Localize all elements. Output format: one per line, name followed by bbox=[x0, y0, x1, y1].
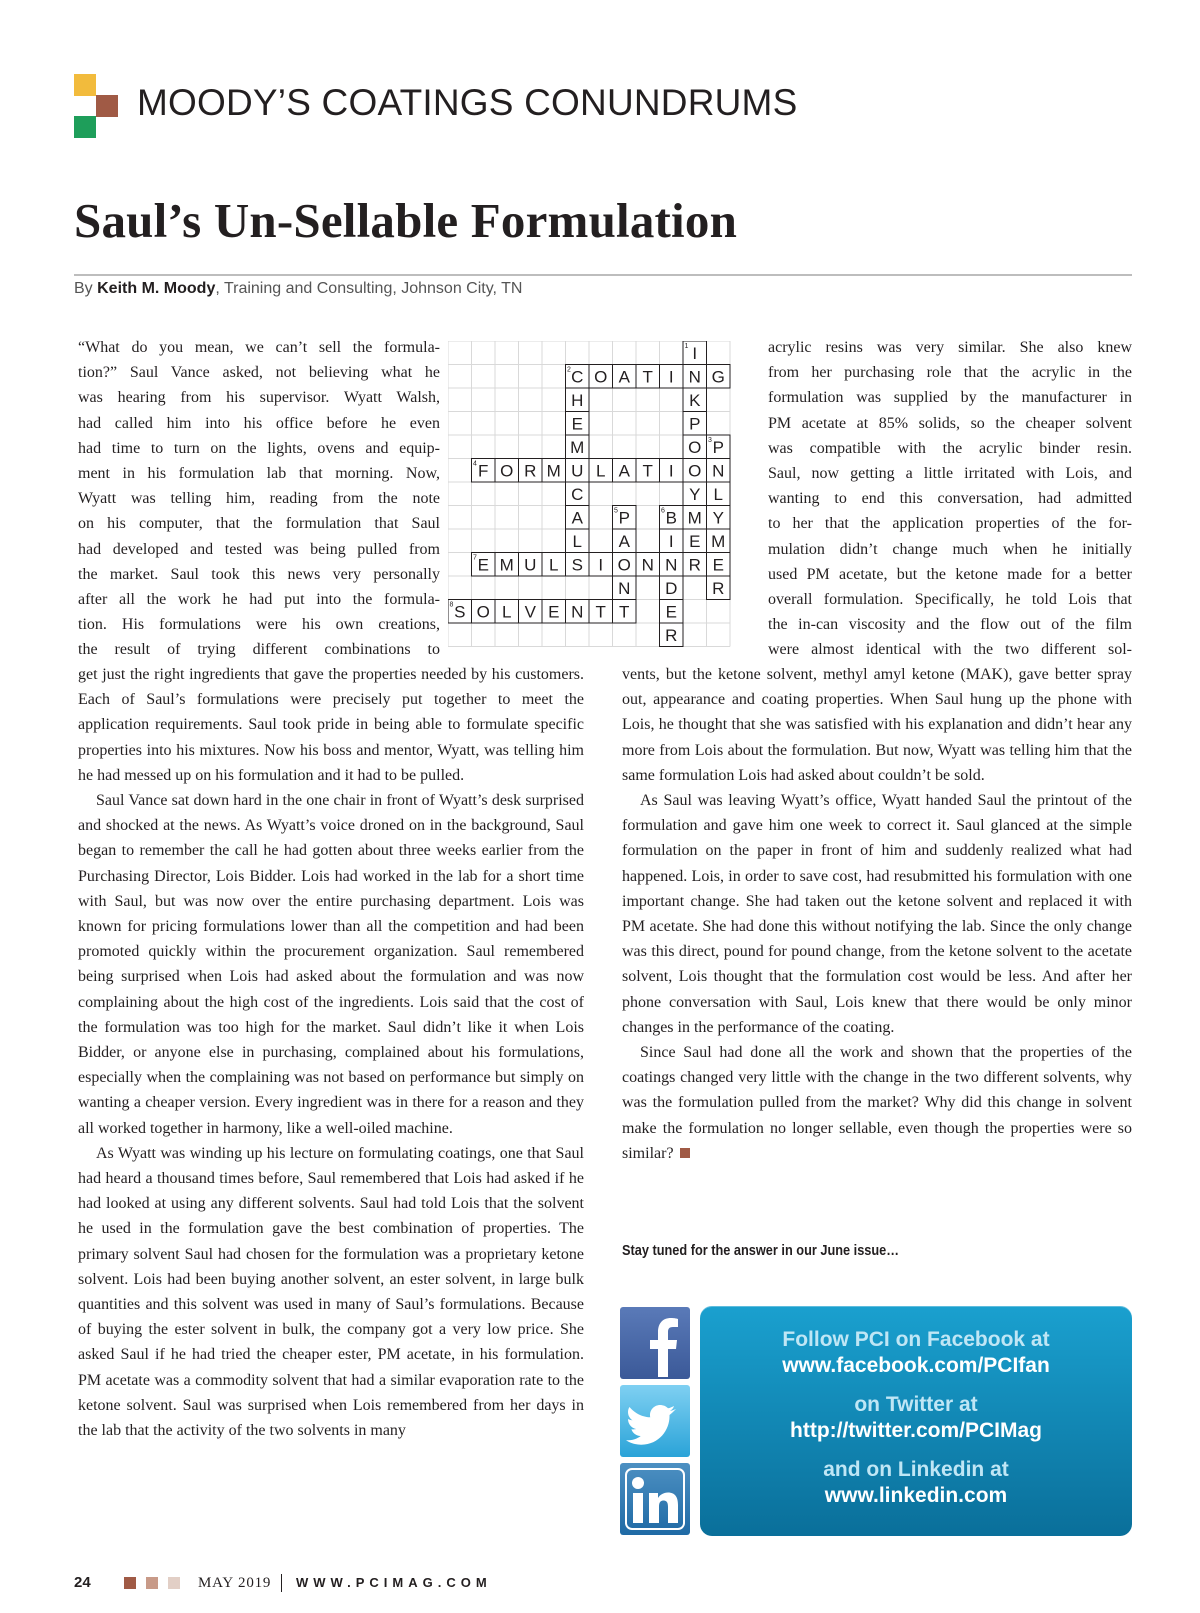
crossword-letter: E bbox=[665, 602, 677, 622]
crossword-letter: F bbox=[478, 461, 489, 481]
social-url[interactable]: www.linkedin.com bbox=[824, 1484, 1008, 1507]
crossword-letter: E bbox=[571, 414, 583, 434]
crossword-letter: N bbox=[641, 555, 654, 575]
crossword-letter: O bbox=[476, 602, 490, 622]
text-line: Wyatt was telling him, reading from the note bbox=[78, 490, 440, 508]
column-1-wrapped-lines bbox=[78, 335, 440, 663]
crossword-letter: G bbox=[711, 367, 725, 387]
social-url[interactable]: http://twitter.com/PCIMag bbox=[790, 1419, 1042, 1442]
crossword-letter: E bbox=[689, 531, 701, 551]
paragraph bbox=[622, 1040, 1132, 1166]
crossword-letter: C bbox=[571, 484, 584, 504]
crossword-letter: I bbox=[668, 531, 674, 551]
crossword-letter: Y bbox=[712, 508, 724, 528]
crossword-letter: C bbox=[571, 367, 584, 387]
crossword-clue-number: 8 bbox=[449, 601, 454, 609]
byline-author: Keith M. Moody bbox=[97, 280, 216, 297]
crossword-letter: M bbox=[711, 531, 726, 551]
text-line: to her that the application properties of the for- bbox=[768, 515, 1132, 533]
stay-tuned-note: Stay tuned for the answer in our June issue… bbox=[622, 1242, 900, 1259]
crossword-letter: E bbox=[712, 555, 724, 575]
crossword-letter: U bbox=[524, 555, 537, 575]
crossword-letter: L bbox=[549, 555, 559, 575]
crossword-letter: O bbox=[688, 437, 702, 457]
paragraph: vents, but the ketone solvent, methyl amyl ketone (MAK), gave better spray out, appearance and coating properties. When Saul hung up the phone with Lois, he thought that she was satisfied with his explanation and didn’t hear any more from Lois about the formulation. But now, Wyatt was telling him that the same formulation Lois had asked about couldn’t be sold. bbox=[622, 666, 1132, 784]
paragraph: As Wyatt was winding up his lecture on formulating coatings, one that Saul had heard a thousand times before, Saul remembered that Lois had asked if he had looked at using any different solvents. Saul had told Lois that the solvent he used in the formulation gave the best combination of properties. The primary solvent Saul had chosen for the formulation was a proprietary ketone solvent. Lois had been buying another solvent, an ester solvent, in large bulk quantities and this solvent was used in many of Saul’s formulations. Because of buying the ester solvent in bulk, the company got a very low price. She asked Saul if he had tried the cheaper ester, PM acetate, in his formulation. PM acetate was a commodity solvent that had a similar evaporation rate to the ketone solvent. Saul was surprised when Lois remembered from her days in the lab that the activity of the two solvents in many bbox=[78, 1144, 584, 1440]
title-divider bbox=[74, 274, 1132, 276]
crossword-letter: L bbox=[502, 602, 512, 622]
text-line: on his computer, that the formulation that Saul bbox=[78, 515, 440, 533]
text-line: mulation didn’t change much when he initially bbox=[768, 540, 1132, 558]
crossword-letter: D bbox=[665, 578, 678, 598]
section-title: MOODY’S COATINGS CONUNDRUMS bbox=[137, 82, 798, 123]
crossword-letter: T bbox=[642, 367, 653, 387]
crossword-letter: R bbox=[712, 578, 725, 598]
crossword-letter: A bbox=[618, 461, 630, 481]
column-2-wrapped-lines bbox=[768, 335, 1132, 663]
crossword-letter: K bbox=[689, 390, 701, 410]
crossword-letter: L bbox=[596, 461, 606, 481]
crossword-letter: I bbox=[598, 555, 604, 575]
text-line: was compatible with the acrylic binder resin. bbox=[768, 439, 1132, 457]
text-line: was hearing from his supervisor. Wyatt Walsh, bbox=[78, 389, 440, 407]
crossword-letter: I bbox=[668, 367, 674, 387]
crossword-letter: N bbox=[618, 578, 631, 598]
column-2-body bbox=[622, 662, 1132, 1166]
crossword-letter: O bbox=[688, 461, 702, 481]
crossword-letter: P bbox=[689, 414, 701, 434]
crossword-letter: N bbox=[665, 555, 678, 575]
crossword-letter: M bbox=[546, 461, 561, 481]
crossword-letter: V bbox=[524, 602, 536, 622]
social-label: on Twitter at bbox=[854, 1393, 978, 1416]
logo-square-green bbox=[74, 116, 96, 138]
paragraph-text: Since Saul had done all the work and shown that the properties of the coatings changed very little with the change in the two different solvents, why was the formulation pulled from the market? Why did this change in solvent make the formulation no longer sellable, even though the properties were so similar? bbox=[622, 1044, 1132, 1162]
crossword-letter: R bbox=[688, 555, 701, 575]
crossword-letter: S bbox=[454, 602, 466, 622]
byline bbox=[74, 280, 522, 298]
text-line: acrylic resins was very similar. She also knew bbox=[768, 339, 1132, 356]
text-line: the result of trying different combinations to bbox=[78, 641, 440, 659]
text-line: tion. His formulations were his own creations, bbox=[78, 616, 440, 634]
paragraph: As Saul was leaving Wyatt’s office, Wyatt handed Saul the printout of the formulation and gave him one week to correct it. Saul glanced at the simple formulation on the paper in front of him and suddenly realized what had happened. Lois, in order to save cost, had resubmitted his formulation with one important change. She had taken out the ketone solvent and replaced it with PM acetate. She had done this without notifying the lab. Since the only change was this direct, pound for pound change, from the ketone solvent to the acetate solvent, Lois thought that the formulation cost would be less. And after her phone conversation with Saul, Lois knew that there would be only minor changes in the performance of the coating. bbox=[622, 792, 1132, 1036]
facebook-icon[interactable] bbox=[620, 1307, 690, 1379]
logo-square-yellow bbox=[74, 74, 96, 96]
crossword-letter: A bbox=[618, 367, 630, 387]
crossword-letter: E bbox=[548, 602, 560, 622]
text-line: used PM acetate, but the ketone made for a better bbox=[768, 565, 1132, 583]
crossword-letter: I bbox=[692, 343, 698, 363]
text-line: PM acetate at 85% solids, so the cheaper solvent bbox=[768, 414, 1132, 432]
crossword-letter: L bbox=[572, 531, 582, 551]
end-mark bbox=[680, 1148, 690, 1158]
crossword-letter: E bbox=[477, 555, 489, 575]
crossword-letter: M bbox=[499, 555, 514, 575]
page-number: 24 bbox=[74, 1574, 91, 1591]
issue-date: MAY 2019 bbox=[198, 1575, 272, 1591]
text-line: overall formulation. Specifically, he told Lois that bbox=[768, 591, 1132, 609]
crossword-clue-number: 2 bbox=[567, 366, 571, 374]
crossword-clue-number: 6 bbox=[661, 507, 665, 515]
text-line: from her purchasing role that the acrylic in the bbox=[768, 364, 1132, 382]
page-footer bbox=[74, 1574, 774, 1594]
crossword-clue-number: 4 bbox=[473, 460, 477, 468]
text-line: ment in his formulation lab that morning. Now, bbox=[78, 465, 440, 483]
footer-square bbox=[146, 1577, 158, 1589]
twitter-icon[interactable] bbox=[620, 1385, 690, 1457]
crossword-letter: Y bbox=[689, 484, 701, 504]
crossword-letter: M bbox=[570, 437, 585, 457]
crossword-letter: B bbox=[665, 508, 677, 528]
crossword-letter: O bbox=[594, 367, 608, 387]
footer-separator bbox=[281, 1574, 282, 1592]
footer-square bbox=[168, 1577, 180, 1589]
crossword-letter: T bbox=[642, 461, 653, 481]
social-icons bbox=[620, 1307, 690, 1535]
social-label: Follow PCI on Facebook at bbox=[782, 1328, 1050, 1351]
crossword-letter: O bbox=[500, 461, 514, 481]
crossword-letter: T bbox=[595, 602, 606, 622]
linkedin-icon[interactable] bbox=[620, 1463, 690, 1535]
byline-prefix: By bbox=[74, 280, 98, 297]
crossword-letter: O bbox=[617, 555, 631, 575]
byline-affiliation: , Training and Consulting, Johnson City, TN bbox=[215, 280, 523, 297]
text-line: had called him into his office before he even bbox=[78, 414, 440, 432]
text-line: the market. Saul took this news very personally bbox=[78, 565, 440, 583]
crossword-letter: A bbox=[618, 531, 630, 551]
crossword-letter: S bbox=[571, 555, 583, 575]
text-line: formulation was supplied by the manufacturer in bbox=[768, 389, 1132, 407]
crossword-clue-number: 1 bbox=[684, 343, 689, 350]
text-line: had time to turn on the lights, ovens and equip- bbox=[78, 439, 440, 457]
website-link[interactable]: WWW.PCIMAG.COM bbox=[296, 1575, 492, 1590]
footer-square bbox=[124, 1577, 136, 1589]
text-line: Saul, now getting a little irritated with Lois, and bbox=[768, 465, 1132, 483]
crossword-puzzle bbox=[448, 341, 732, 656]
crossword-letter: P bbox=[712, 437, 724, 457]
crossword-letter: N bbox=[571, 602, 584, 622]
crossword-letter: H bbox=[571, 390, 584, 410]
text-line: had developed and tested was being pulled from bbox=[78, 540, 440, 558]
text-line: tion?” Saul Vance asked, not believing what he bbox=[78, 364, 440, 382]
social-label: and on Linkedin at bbox=[823, 1458, 1009, 1481]
crossword-clue-number: 3 bbox=[708, 437, 712, 444]
crossword-letter: R bbox=[665, 625, 678, 645]
crossword-letter: L bbox=[713, 484, 723, 504]
text-line: after all the work he had put into the formula- bbox=[78, 591, 440, 609]
crossword-letter: A bbox=[571, 508, 583, 528]
column-1-body bbox=[78, 662, 584, 1443]
text-line: the in-can viscosity and the flow out of the film bbox=[768, 616, 1132, 634]
crossword-letter: R bbox=[524, 461, 537, 481]
text-line: wanting to end this conversation, had admitted bbox=[768, 490, 1132, 508]
paragraph: Saul Vance sat down hard in the one chair in front of Wyatt’s desk surprised and shocked at the news. As Wyatt’s voice droned on in the background, Saul began to remember the call he had gotten about three weeks earlier from the Purchasing Director, Lois Bidder. Lois had worked in the lab for a short time with Saul, but was now over the entire purchasing department. Lois was known for pricing formulations lower than all the competition and had been promoted quickly within the procurement organization. Saul remembered being surprised when Lois had asked about the formulation and was now complaining about the high cost of the ingredients. Lois said that the cost of the formulation was too high for the market. Saul didn’t like it when Lois Bidder, or anyone else in purchasing, complained about his formulations, especially when the complaining was not based on performance but simply on wanting a cheaper version. Every ingredient was in there for a reason and they all worked together in harmony, like a well-oiled machine. bbox=[78, 792, 584, 1137]
crossword-letter: N bbox=[688, 367, 701, 387]
logo-square-brown bbox=[96, 95, 118, 117]
text-line: “What do you mean, we can’t sell the formula- bbox=[78, 339, 440, 356]
crossword-letter: T bbox=[619, 602, 630, 622]
crossword-letter: M bbox=[687, 508, 702, 528]
section-logo bbox=[74, 74, 122, 138]
social-media-promo bbox=[700, 1306, 1132, 1536]
crossword-letter: U bbox=[571, 461, 584, 481]
paragraph: get just the right ingredients that gave the properties needed by his customers. Each of Saul’s formulations were precisely put together to meet the application requirements. Saul took pride in being able to formulate specific properties into his mixtures. Now his boss and mentor, Wyatt, was telling him he had messed up on his formulation and it had to be pulled. bbox=[78, 666, 584, 784]
social-url[interactable]: www.facebook.com/PCIfan bbox=[782, 1354, 1050, 1377]
article-title: Saul’s Un-Sellable Formulation bbox=[74, 193, 738, 248]
text-line: were almost identical with the two different sol- bbox=[768, 641, 1132, 659]
crossword-clue-number: 5 bbox=[614, 507, 618, 515]
crossword-letter: P bbox=[618, 508, 630, 528]
crossword-letter: N bbox=[712, 461, 725, 481]
crossword-letter: I bbox=[668, 461, 674, 481]
crossword-clue-number: 7 bbox=[473, 554, 477, 562]
